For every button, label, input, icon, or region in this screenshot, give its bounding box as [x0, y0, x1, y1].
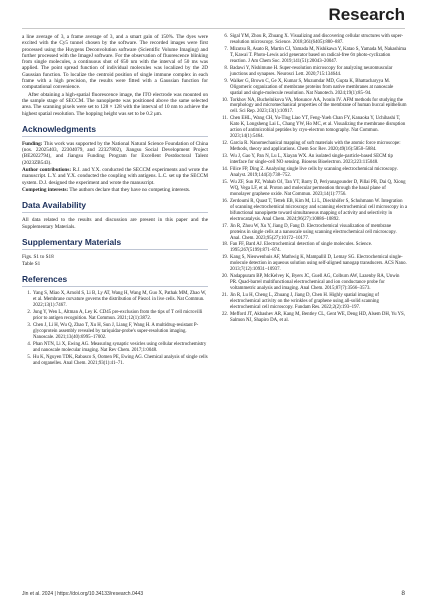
reference-number: 21.	[221, 293, 228, 299]
reference-item	[219, 255, 407, 273]
reference-number: 11.	[222, 116, 228, 122]
page-header	[0, 0, 427, 30]
reference-number: 9.	[224, 78, 228, 84]
author-contributions-label: Author contributions:	[22, 167, 72, 174]
page-number: 8	[401, 590, 405, 597]
section-heading-references: References	[22, 274, 208, 287]
reference-item	[219, 79, 407, 97]
reference-text: Wu ZF, Sun PZ, Wahab OJ, Tan YT, Barry D, Periyanagounder D, Pillai PB, Dai Q, Xiong WQ, Vega LF, et al. Proton and molecular permeation through the basal plane of monolayer graphene oxide. Nat Commun. 2023;14(1):7756.	[230, 179, 406, 197]
reference-number: 10.	[221, 97, 228, 103]
header-rule	[22, 28, 405, 29]
reference-text: Yang S, Miao X, Arnold S, Li B, Ly AT, Wang H, Wang M, Guo X, Pathak MM, Zhao W, et al. Membrane curvature governs the distribution of Piezo1 in live cells. Nat Commun. 2022;13(1):7467.	[33, 291, 207, 309]
reference-item	[22, 291, 208, 309]
reference-text: Garcia R. Nanomechanical mapping of soft materials with the atomic force microscope: Methods, theory and applications. Chem Soc Rev. 2020;49(16):5850–5884.	[230, 141, 401, 153]
reference-number: 17.	[221, 223, 228, 229]
reference-text: Mefford JT, Akbashev AR, Kang M, Bentley CL, Gent WE, Deng HD, Alsem DH, Yu YS, Salmon NJ, Shapiro DA, et al.	[230, 311, 405, 323]
reference-number: 8.	[224, 65, 228, 71]
reference-item	[219, 199, 407, 223]
reference-text: Wu J, Gao Y, Pan N, Lu L, Xiayan WX. An isolated single-particle-based SECM tip interface for single-cell NO sensing. Biosens Bioelectron. 2023;223:115048.	[230, 154, 393, 166]
reference-text: Nadappuram BP, McKelvey K, Byers JC, Guell AG, Colburn AW, Lazenby RA, Unwin PR. Quad-barrel multifunctional electrochemical and ion conductance probe for voltammetric analysis and imaging. Anal Chem. 2015;87(7):3566–3573.	[230, 274, 400, 292]
reference-number: 15.	[221, 179, 228, 185]
reference-text: Chen EHL, Wang CH, Yu-Ting Liao YT, Feng-Yueh Chan FY, Kanaoka Y, Uchihashi T, Kato K, Longsheng Lai L, Chang YW, Ho MC, et al. Visualizing the membrane disruption action of antimicrobial peptides by cryo-electron tomography. Nat Commun. 2023;14(1):5464.	[230, 116, 406, 140]
reference-text: Sigal YM, Zhou R, Zhuang X. Visualizing and discovering cellular structures with super-resolution microscopy. Science. 2018;361(6405):880–887.	[230, 34, 404, 45]
section-heading-supplementary: Supplementary Materials	[22, 237, 208, 250]
reference-item	[219, 98, 407, 116]
reference-list-left	[22, 291, 208, 366]
reference-number: 1.	[27, 291, 31, 297]
reference-item	[219, 47, 407, 65]
reference-text: Phan NTN, Li X, Ewing AG. Measuring synaptic vesicles using cellular electrochemistry and nanoscale molecular imaging. Nat Rev Chem. 2017;1:0048.	[33, 342, 207, 353]
competing-interests-paragraph	[22, 187, 208, 193]
reference-item	[22, 310, 208, 322]
section-heading-data-availability: Data Availability	[22, 200, 208, 213]
funding-text: This work was supported by the National Natural Science Foundation of China (nos. 22025403, 22304079, and 22327802), Jiangsu Social Development Project (BE2022794), and Jiangsu Funding Program for Excellent Postdoctoral Talent (2023ZB543).	[22, 140, 209, 166]
reference-text: Kang S, Nieuwenhuis AF, Mathwig K, Mampallil D, Lemay SG. Electrochemical single-molecule detection in aqueous solution using self-aligned nanogap transducers. ACS Nano. 2013;7(12):10931–10937.	[230, 255, 407, 273]
journal-title: Research	[328, 5, 405, 24]
reference-text: Fan FF, Bard AJ. Electrochemical detection of single molecules. Science. 1995;267(5199):871–874.	[230, 242, 373, 254]
reference-text: Jin R, Zhou W, Xu Y, Jiang D, Fang D. Electrochemical visualization of membrane proteins in single cells at a nanoscale using scanning electrochemical cell microscopy. Anal. Chem. 2023;95(27):10172–10177.	[230, 223, 397, 241]
funding-label: Funding:	[22, 140, 43, 147]
body-paragraph: After obtaining a high-spatial fluorescence image, the ITO electrode was mounted on the sample stage of SECCM. The nanopipette was positioned above the same selected area. The scanning pixels were set to 128 × 128 with the interval of 10 nm to achieve the highest spatial resolution. The hopping height was set to be 0.2 μm.	[22, 91, 208, 117]
reference-text: Hu K, Nguyen TDK, Rabasco S, Oomen PE, Ewing AG. Chemical analysis of single cells and organelles. Anal Chem. 2021;93(1):41–71.	[33, 354, 208, 366]
reference-list-right	[219, 34, 407, 324]
reference-item	[219, 224, 407, 242]
reference-item	[219, 116, 407, 140]
reference-number: 22.	[221, 311, 228, 317]
reference-item	[22, 342, 208, 354]
reference-item	[219, 34, 407, 46]
reference-item	[219, 154, 407, 166]
section-heading-acknowledgments: Acknowledgments	[22, 124, 208, 137]
supplementary-line: Table S1	[22, 261, 41, 268]
author-contributions-text: R.J. and Y.X. conducted the SECCM experiments and wrote the manuscript. L.Y. and Y.X. conducted the coupling with antigens. L.C. set up the SECCM system. D.J. designed the experiment and wrote the manuscript.	[22, 167, 208, 186]
reference-item	[22, 355, 208, 367]
reference-text: Walker G, Brown C, Ge X, Kumar S, Muzumdar MD, Gupta K, Bhattacharyya M. Oligomeric organization of membrane proteins from native membranes at nanoscale spatial and single-molecule resolution. Nat Nanotech. 2024;19(1):85–94.	[230, 78, 394, 96]
reference-number: 19.	[221, 255, 228, 261]
competing-interests-text: The authors declare that they have no competing interests.	[69, 186, 191, 193]
reference-item	[219, 180, 407, 198]
reference-number: 20.	[221, 274, 228, 280]
reference-text: Torkhov NA, Buchelnikova VA, Mosunov AA, Ivonin IV. AFM methods for studying the morphology and micromechanical properties of the membrane of human buccal epithelium cell. Sci Rep. 2023;13(1):10917.	[230, 97, 407, 115]
body-paragraph: a line average of 3, a frame average of 3, and a smart gain of 150%. The dyes were excited with the Cy5 tunnel chosen by the software. The recorded images were first processed using the Huygens Deconvolution software (Scientific Volume Imaging) and further processed with the ImageJ software. For the observation of fluorescence blinking from single molecules, a continuous shot of 650 nm with the interval of 50 ms was applied. The point spread function of individual molecules was localized by the 2D Gaussian function. To localize the centroid position of single immune complex in each frame with a high precision, the results were fitted with a Gaussian function for computational convenience.	[22, 34, 208, 91]
supplementary-line: Figs. S1 to S18	[22, 253, 54, 260]
funding-paragraph	[22, 141, 208, 166]
reference-number: 18.	[221, 242, 228, 248]
reference-item	[219, 141, 407, 153]
reference-number: 14.	[221, 167, 228, 173]
reference-number: 3.	[27, 323, 31, 329]
reference-number: 12.	[221, 141, 228, 147]
reference-number: 7.	[224, 46, 228, 52]
reference-item	[219, 167, 407, 179]
reference-number: 6.	[224, 34, 228, 39]
reference-item	[219, 242, 407, 254]
reference-item	[219, 312, 407, 324]
competing-interests-label: Competing interests:	[22, 186, 69, 193]
reference-item	[219, 66, 407, 78]
reference-number: 5.	[27, 354, 31, 360]
data-availability-text: All data related to the results and discussion are present in this paper and the Supplementary Materials.	[22, 217, 208, 230]
reference-text: Mizutsu R, Asato R, Martin CJ, Yamada M, Nishikawa Y, Katao S, Yamada M, Nakashima T, Kawai T. Photo-Lewis acid generator based on radical-free 6π photo-cyclization reaction. J Am Chem Soc. 2019;141(51):20043–20047.	[230, 46, 407, 64]
reference-number: 13.	[221, 154, 228, 160]
author-contributions-paragraph	[22, 167, 208, 186]
reference-number: 16.	[221, 198, 228, 204]
reference-text: Jin R, Lu H, Cheng L, Zhuang J, Jiang D, Chen H. Highly spatial imaging of electrochemical activity on the wrinkles of graphene using all-solid scanning electrochemical cell microscopy. Fundam Res. 2022;2(2):193–197.	[230, 293, 379, 310]
reference-number: 2.	[27, 310, 31, 316]
page-footer	[22, 591, 405, 601]
reference-text: Chen J, Li H, Wu Q, Zhao T, Xu H, Sun J, Liang F, Wang H. A multidrug-resistant P-glycoprotein assembly revealed by tariquidar-probe's super-resolution imaging. Nanoscale. 2021;13(40):6995–17002.	[33, 323, 199, 341]
reference-item	[219, 293, 407, 311]
footer-citation: Jin et al. 2024 | https://doi.org/10.34133/research.0443	[22, 591, 144, 597]
reference-text: Jung Y, Wen L, Altman A, Ley K. CD45 pre-exclusion from the tips of T cell microvilli prior to antigen recognition. Nat Commun. 2021;12(1):3872.	[33, 310, 203, 322]
reference-item	[22, 323, 208, 341]
reference-text: Filice FP, Ding Z. Analysing single live cells by scanning electrochemical microscopy. Analyst. 2019;144(3):738–752.	[230, 167, 398, 178]
right-column	[219, 34, 407, 325]
left-column	[22, 34, 208, 368]
reference-number: 4.	[27, 342, 31, 348]
reference-text: Badawi Y, Nishimune H. Super-resolution microscopy for analyzing neuromuscular junctions and synapses. Neurosci Lett. 2020;715:134644.	[230, 65, 393, 77]
reference-item	[219, 274, 407, 292]
reference-text: Zerdoumi R, Quast T, Tetteh EB, Kim M, Li L, Dieckhöfer S, Schuhmann W. Integration of scanning electrochemical microscopy and scanning electrochemical cell microscopy in a bifunctional nanopipette toward simultaneous mapping of activity and selectivity in electrocatalysis. Anal Chem. 2024;96(27):10886–10892.	[230, 198, 407, 222]
